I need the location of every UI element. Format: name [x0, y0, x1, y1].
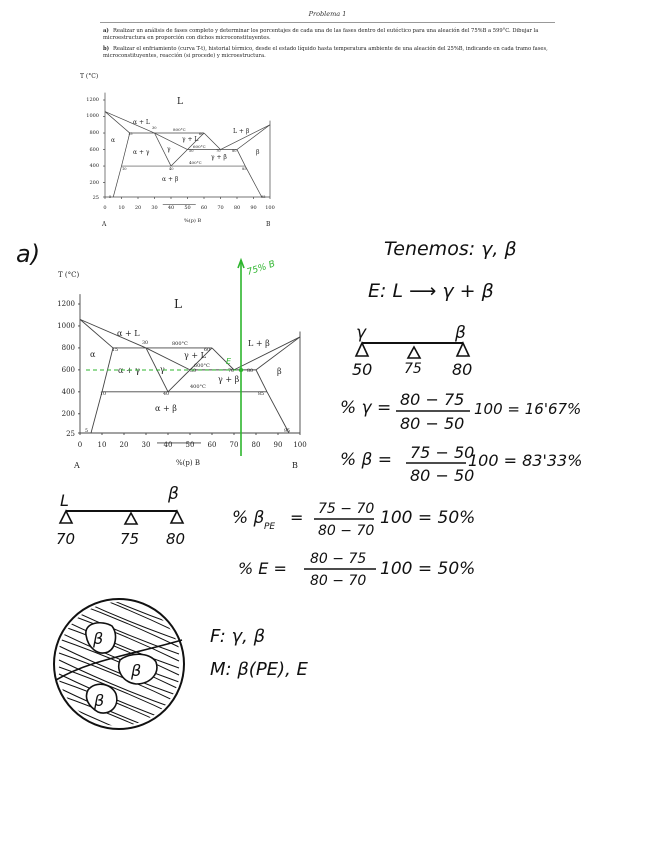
lever-fulcrum-icon [457, 343, 469, 356]
printed-xtick: 100 [265, 205, 275, 211]
printed-ytick: 600 [89, 147, 99, 153]
annotated-xtick: 10 [97, 441, 107, 449]
printed-xtick: 10 [118, 205, 125, 211]
annotated-region: γ + β [218, 375, 240, 384]
calc-gamma [340, 390, 581, 433]
annotated-xtick: 80 [251, 441, 261, 449]
annotated-ytick: 400 [61, 388, 75, 396]
eutectic-lamella [59, 695, 179, 745]
lever1-right: 80 [452, 360, 473, 379]
printed-temp: 800°C [173, 127, 186, 132]
phases-heading: Tenemos: γ, β [384, 238, 517, 260]
lever1-mid: 75 [404, 361, 422, 377]
annotated-ytick: 800 [61, 344, 75, 352]
question-b-text: Realizar el enfriamiento (curva T-t), historial térmico, desde el estado líquido hasta temperatura ambiente de una aleación del 25%B, indicando en cada tramo fases, microconstituyentes, reacción (si procede) y microestructura. [103, 46, 548, 59]
lever-fulcrum-icon [60, 511, 72, 523]
annotated-region: γ + L [184, 351, 206, 360]
annotated-xtick: 60 [207, 441, 217, 449]
printed-region: γ [167, 146, 171, 153]
annotated-point: 70 [228, 369, 235, 374]
calc-beta [340, 443, 582, 485]
lever-fulcrum-icon [356, 343, 368, 356]
annotated-region: γ [160, 365, 165, 374]
annotated-region: α + β [155, 404, 177, 413]
eutectic-lamella [59, 583, 179, 633]
printed-xtick: 80 [233, 205, 241, 211]
printed-point: 40 [169, 167, 174, 171]
page-header: Problema 1 [308, 10, 347, 18]
calc-beta-pe-num: 75 − 70 [318, 501, 375, 517]
printed-region: L [177, 97, 183, 107]
part-label: a) [16, 240, 41, 268]
annotated-region: α + γ [118, 366, 140, 375]
annotated-region: α [90, 350, 96, 359]
printed-temp: 400°C [189, 160, 202, 165]
printed-right-component: B [266, 221, 271, 228]
annotated-right-component: B [292, 461, 298, 470]
calc-gamma-den: 80 − 50 [400, 414, 465, 433]
eutectic-lamella [59, 702, 179, 752]
lever-diagram-2 [56, 484, 185, 548]
printed-point: 5 [109, 195, 112, 199]
printed-temp: 600°C [193, 144, 206, 149]
calc-beta-den: 80 − 50 [410, 466, 475, 485]
question-b-letter: b) [103, 46, 110, 52]
printed-xtick: 30 [151, 205, 158, 211]
printed-region: α + β [162, 176, 179, 183]
calc-beta-rhs: 100 = 83'33% [468, 451, 583, 470]
calc-gamma-lhs: % γ = [340, 398, 392, 418]
annotated-ytick: 600 [61, 366, 75, 374]
fases-label: F: γ, β [210, 626, 266, 647]
annotated-point: 15 [112, 348, 119, 353]
printed-point: 30 [152, 126, 157, 130]
grain-label: β [94, 691, 105, 710]
printed-left-component: A [102, 221, 107, 228]
annotated-xtick: 0 [77, 441, 83, 449]
annotated-point: 5 [85, 429, 89, 434]
calc-gamma-rhs: 100 = 16'67% [474, 400, 582, 418]
annotated-point: 95 [284, 429, 291, 434]
annotated-ylabel: T (°C) [58, 271, 80, 279]
grain-label: β [131, 661, 142, 680]
annotated-point: 10 [100, 392, 107, 397]
annotated-region: L [174, 297, 182, 311]
printed-region: γ + β [211, 154, 227, 161]
printed-region: α [111, 137, 116, 144]
calc-e-num: 80 − 75 [310, 551, 367, 567]
calc-e [238, 551, 475, 589]
annotated-ytick: 25 [66, 430, 75, 438]
printed-point: 15 [128, 132, 133, 136]
printed-xlabel: %(p) B [184, 218, 202, 224]
annotated-xtick: 20 [119, 441, 129, 449]
eutectic-lamella [59, 674, 179, 724]
annotated-ytick: 1200 [57, 300, 75, 308]
printed-point: 10 [122, 167, 127, 171]
printed-ytick: 25 [92, 195, 99, 201]
printed-xtick: 0 [103, 205, 107, 211]
printed-xtick: 70 [217, 205, 224, 211]
printed-ytick: 1000 [86, 113, 99, 119]
annotated-xtick: 100 [293, 441, 307, 449]
lever2-left: 70 [56, 530, 76, 548]
calc-e-den: 80 − 70 [310, 573, 367, 589]
annotated-xtick: 50 [185, 441, 195, 449]
eutectic-lamella [59, 611, 179, 661]
composition-label: 75% B [245, 259, 277, 278]
annotated-region: β [277, 367, 282, 376]
calc-beta-pe-sub: PE [264, 522, 276, 532]
calc-beta-pe-rhs: 100 = 50% [380, 508, 476, 528]
printed-ytick: 200 [89, 180, 99, 186]
lever-diagram-1 [352, 323, 472, 379]
annotated-region: α + L [117, 329, 140, 338]
annotated-temp: 400°C [190, 384, 206, 390]
lever2-mid: 75 [120, 530, 140, 548]
lever1-right-phase: β [455, 323, 466, 343]
printed-ytick: 1200 [86, 97, 99, 103]
eutectic-reaction: E: L ⟶ γ + β [368, 280, 494, 302]
annotated-xtick: 70 [229, 441, 239, 449]
calc-beta-pe [232, 501, 475, 539]
annotated-ytick: 200 [61, 410, 75, 418]
annotated-ytick: 1000 [57, 322, 75, 330]
lever1-left-phase: γ [356, 323, 367, 343]
printed-point: 80 [232, 149, 237, 153]
annotated-temp: 800°C [172, 341, 188, 347]
printed-point: 60 [199, 132, 204, 136]
micro-label: M: β(PE), E [210, 659, 308, 680]
annotated-xlabel: %(p) B [176, 459, 200, 467]
lever2-right-phase: β [168, 484, 179, 504]
calc-beta-pe-lhs: % β [232, 508, 265, 528]
printed-ylabel: T (°C) [80, 73, 99, 80]
annotated-point: 40 [163, 392, 170, 397]
annotated-left-component: A [74, 461, 80, 470]
annotated-xtick: 40 [163, 441, 173, 449]
microstructure-sketch [54, 576, 184, 752]
lever2-left-phase: L [60, 491, 69, 510]
calc-beta-pe-den: 80 − 70 [318, 523, 375, 539]
calc-gamma-num: 80 − 75 [400, 390, 465, 409]
printed-point: 50 [189, 149, 194, 153]
annotated-point: 60 [204, 348, 211, 353]
printed-xtick: 90 [250, 205, 257, 211]
annotated-point: 50 [190, 369, 197, 374]
lever-fulcrum-icon [125, 513, 137, 524]
printed-region: γ + L [182, 136, 199, 143]
annotated-point: 80 [247, 369, 254, 374]
annotated-region: L + β [248, 339, 270, 348]
calc-beta-lhs: % β = [340, 450, 393, 470]
lever1-left: 50 [352, 360, 373, 379]
printed-xtick: 40 [167, 205, 175, 211]
eutectic-label: E [226, 357, 232, 366]
printed-region: α + γ [133, 149, 150, 156]
printed-point: 95 [261, 195, 266, 199]
eutectic-lamella [59, 681, 179, 731]
annotated-temp: 600°C [194, 363, 210, 369]
calc-e-rhs: 100 = 50% [380, 559, 476, 579]
grain-label: β [93, 629, 104, 648]
eutectic-lamella [59, 597, 179, 647]
annotated-xtick: 30 [141, 441, 151, 449]
annotated-point: 30 [142, 341, 149, 346]
printed-region: α + L [133, 119, 150, 126]
annotated-point: 85 [258, 392, 265, 397]
printed-ytick: 400 [89, 163, 99, 169]
eutectic-lamella [59, 667, 179, 717]
printed-xtick: 60 [200, 205, 208, 211]
printed-xtick: 20 [134, 205, 142, 211]
printed-point: 85 [242, 167, 247, 171]
lever2-right: 80 [166, 530, 186, 548]
lever-fulcrum-icon [408, 347, 420, 358]
question-a-text: Realizar un análisis de fases completo y determinar los porcentajes de cada una de las fases dentro del eutéctico para una aleación del 75%B a 599°C. Dibujar la microestructura en proporción con dichos microconstituyentes. [103, 28, 539, 41]
eutectic-lamella [59, 576, 179, 626]
lever-fulcrum-icon [171, 511, 183, 523]
printed-ytick: 800 [89, 130, 99, 136]
printed-point: 70 [216, 149, 221, 153]
calc-beta-pe-eq: = [290, 508, 304, 527]
printed-region: β [256, 149, 260, 156]
annotated-xtick: 90 [273, 441, 283, 449]
calc-e-lhs: % E = [238, 559, 287, 578]
printed-region: L + β [233, 128, 250, 135]
calc-beta-num: 75 − 50 [410, 443, 475, 462]
printed-xtick: 50 [184, 205, 191, 211]
question-a-letter: a) [103, 28, 109, 34]
